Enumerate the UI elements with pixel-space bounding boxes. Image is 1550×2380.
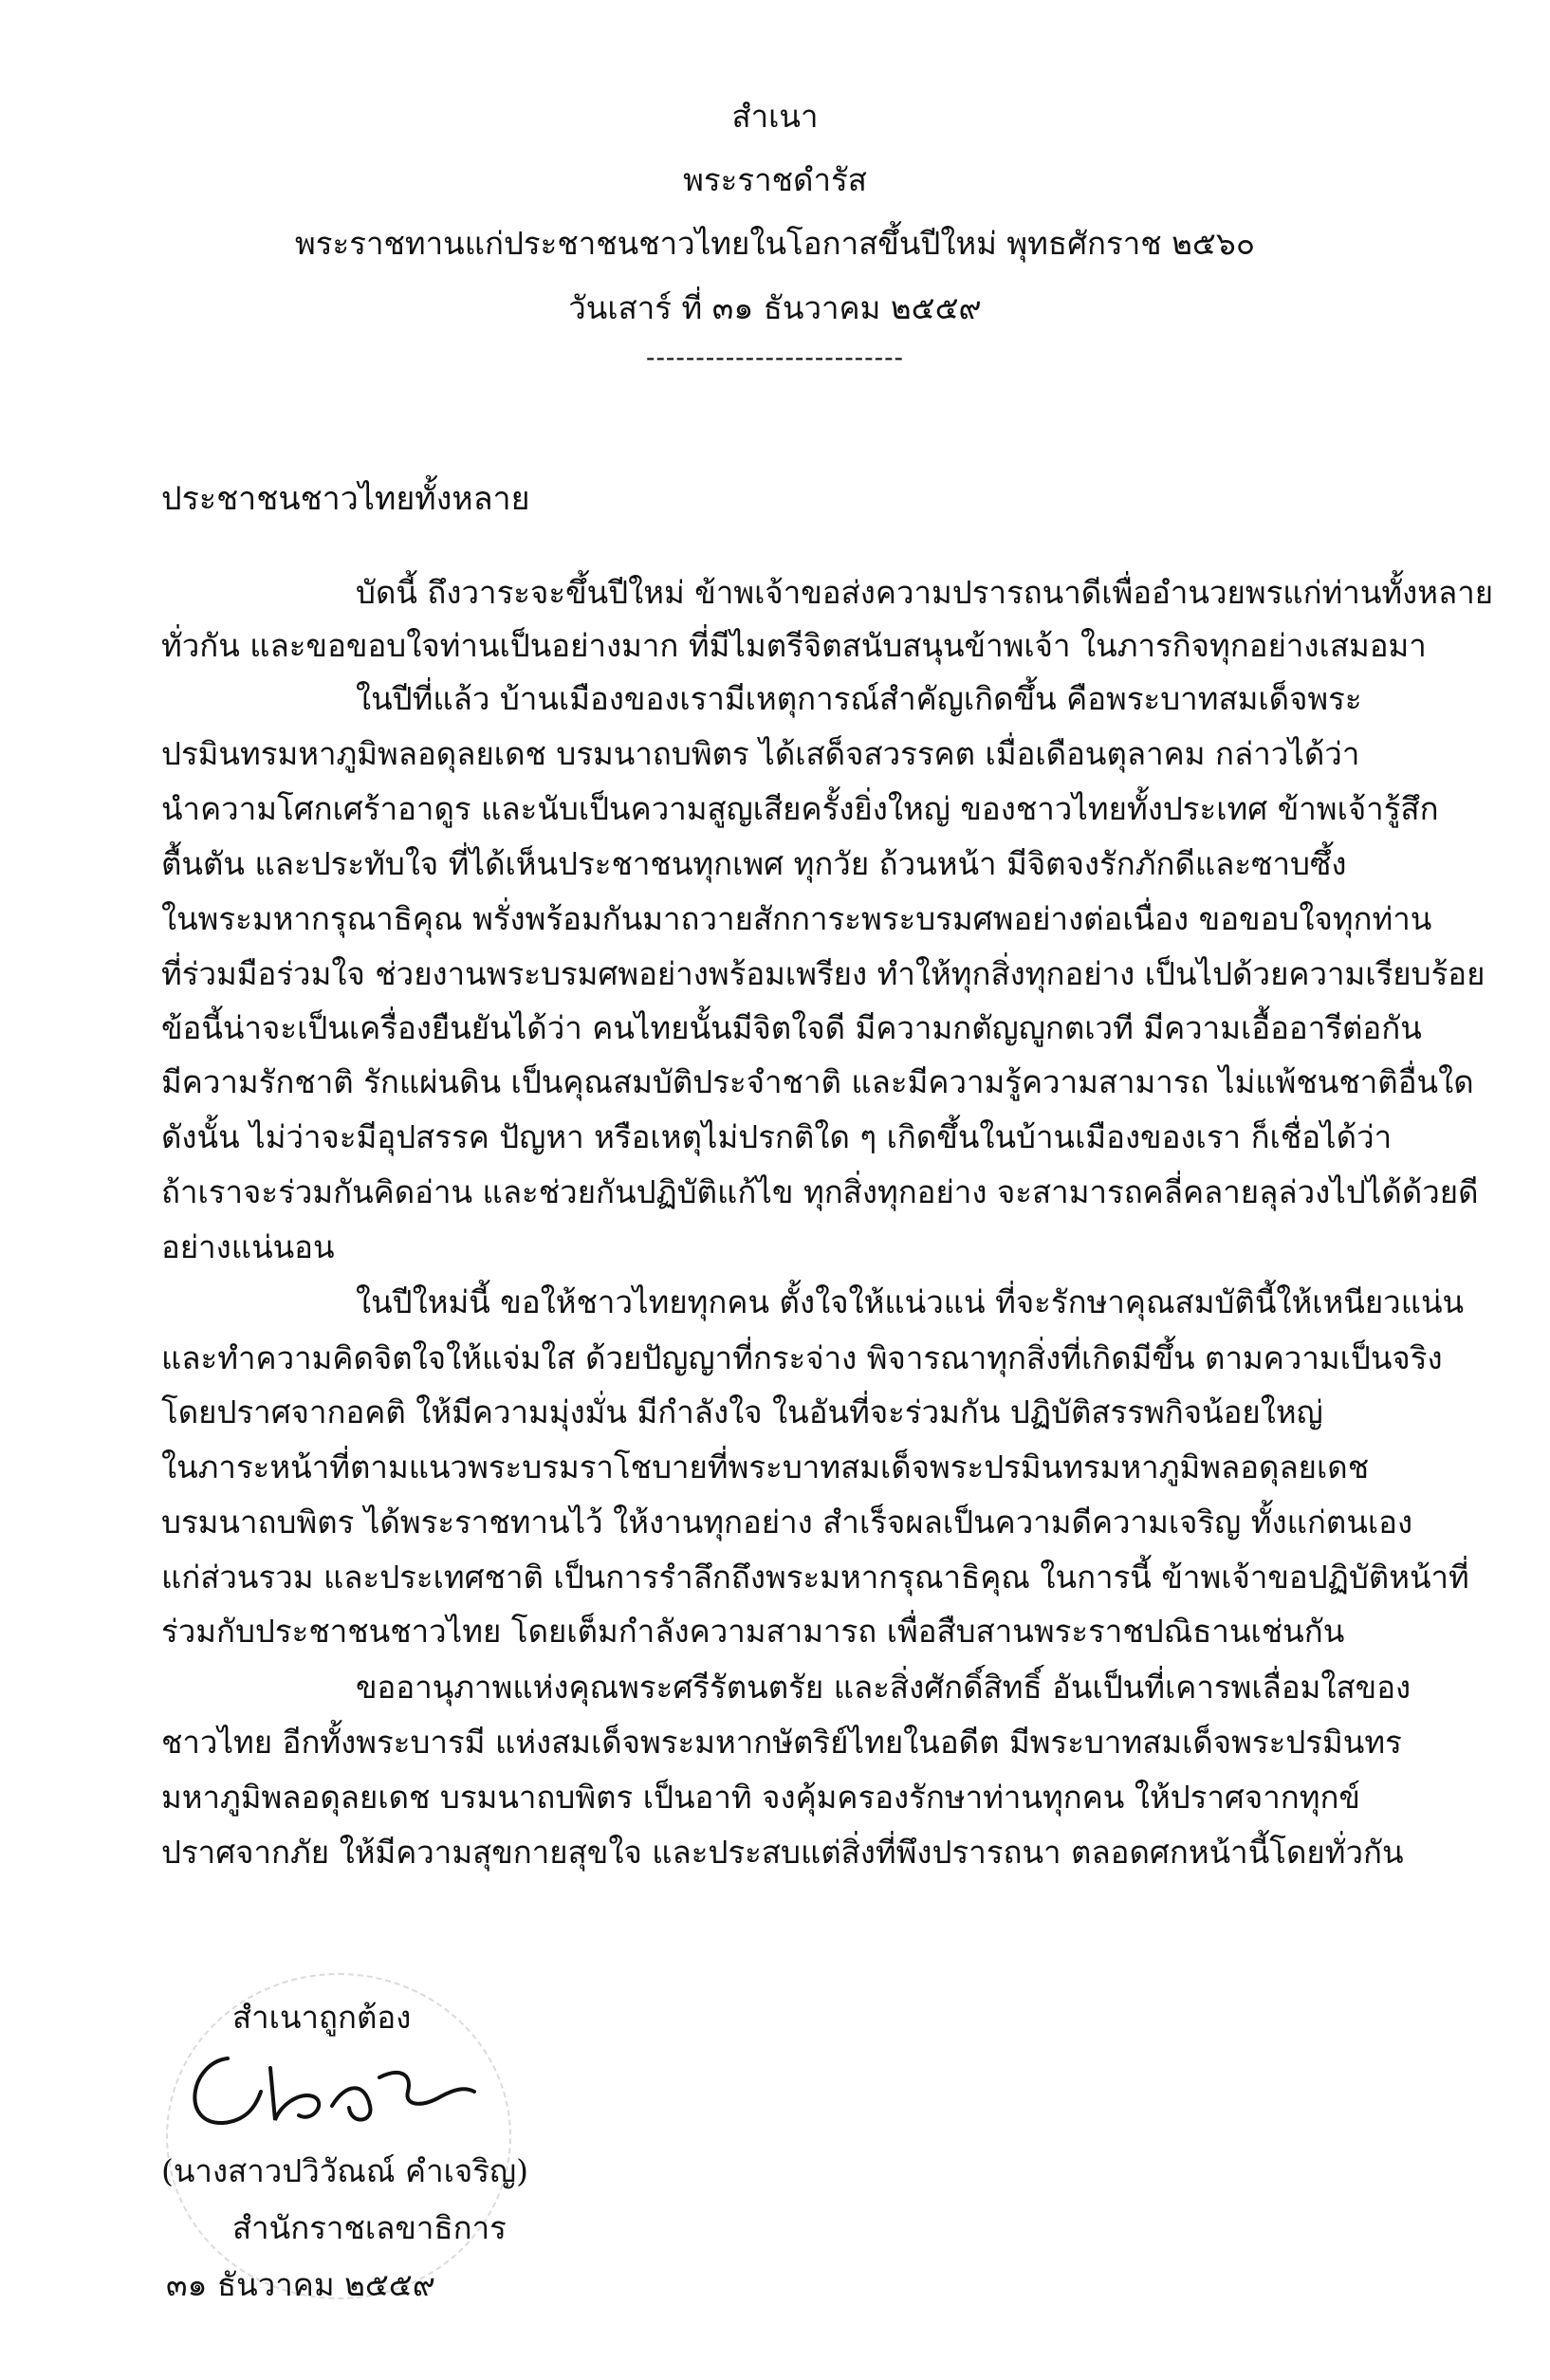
body-line: โดยปราศจากอคติ ให้มีความมุ่งมั่น มีกำลังใจ ในอันที่จะร่วมกัน ปฏิบัติสรรพกิจน้อยใหญ่: [161, 1393, 1323, 1430]
body-line: อย่างแน่นอน: [161, 1228, 335, 1265]
body-line: ทั่วกัน และขอขอบใจท่านเป็นอย่างมาก ที่มีไมตรีจิตสนับสนุนข้าพเจ้า ในภารกิจทุกอย่างเสมอมา: [161, 627, 1427, 664]
body-line: บัดนี้ ถึงวาระจะขึ้นปีใหม่ ข้าพเจ้าขอส่งความปรารถนาดีเพื่ออำนวยพรแก่ท่านทั้งหลาย: [356, 574, 1494, 611]
salutation: ประชาชนชาวไทยทั้งหลาย: [161, 480, 530, 518]
header-divider: --------------------------: [646, 341, 904, 373]
certified-copy-label: สำเนาถูกต้อง: [232, 1999, 412, 2036]
signatory-name: (นางสาวปวิวัณณ์ คำเจริญ): [161, 2152, 528, 2189]
body-line: ถ้าเราจะร่วมกันคิดอ่าน และช่วยกันปฏิบัติแก้ไข ทุกสิ่งทุกอย่าง จะสามารถคลี่คลายลุล่วงไปได้ด้วยดี: [161, 1173, 1479, 1210]
document-date: วันเสาร์ ที่ ๓๑ ธันวาคม ๒๕๕๙: [568, 289, 982, 326]
body-line: นำความโศกเศร้าอาดูร และนับเป็นความสูญเสียครั้งยิ่งใหญ่ ของชาวไทยทั้งประเทศ ข้าพเจ้ารู้สึก: [161, 790, 1439, 827]
body-line: ปราศจากภัย ให้มีความสุขกายสุขใจ และประสบแต่สิ่งที่พึงปรารถนา ตลอดศกหน้านี้โดยทั่วกัน: [161, 1834, 1404, 1871]
copy-label: สำเนา: [731, 98, 819, 135]
body-line: มหาภูมิพลอดุลยเดช บรมนาถบพิตร เป็นอาทิ จงคุ้มครองรักษาท่านทุกคน ให้ปราศจากทุกข์: [161, 1779, 1360, 1816]
body-line: ในพระมหากรุณาธิคุณ พรั่งพร้อมกันมาถวายสักการะพระบรมศพอย่างต่อเนื่อง ขอขอบใจทุกท่าน: [161, 900, 1432, 937]
body-line: และทำความคิดจิตใจให้แจ่มใส ด้วยปัญญาที่กระจ่าง พิจารณาทุกสิ่งที่เกิดมีขึ้น ตามความเป็นจริง: [161, 1339, 1443, 1376]
document-subtitle: พระราชทานแก่ประชาชนชาวไทยในโอกาสขึ้นปีใหม่ พุทธศักราช ๒๕๖๐: [295, 225, 1255, 262]
document-title: พระราชดำรัส: [683, 161, 867, 198]
body-line: ข้อนี้น่าจะเป็นเครื่องยืนยันได้ว่า คนไทยนั้นมีจิตใจดี มีความกตัญญูกตเวที มีความเอื้ออารีต่อกัน: [161, 1009, 1422, 1046]
handwritten-signature: [171, 2039, 484, 2144]
body-line: ในปีใหม่นี้ ขอให้ชาวไทยทุกคน ตั้งใจให้แน่วแน่ ที่จะรักษาคุณสมบัตินี้ให้เหนียวแน่น: [356, 1283, 1465, 1320]
body-line: ในภาระหน้าที่ตามแนวพระบรมราโชบายที่พระบาทสมเด็จพระปรมินทรมหาภูมิพลอดุลยเดช: [161, 1448, 1370, 1485]
signature-date: ๓๑ ธันวาคม ๒๕๕๙: [166, 2266, 435, 2303]
body-line: ร่วมกับประชาชนชาวไทย โดยเต็มกำลังความสามารถ เพื่อสืบสานพระราชปณิธานเช่นกัน: [161, 1613, 1345, 1650]
body-line: ที่ร่วมมือร่วมใจ ช่วยงานพระบรมศพอย่างพร้อมเพรียง ทำให้ทุกสิ่งทุกอย่าง เป็นไปด้วยความเรียบร้อย: [161, 955, 1485, 992]
body-line: ขออานุภาพแห่งคุณพระศรีรัตนตรัย และสิ่งศักดิ์สิทธิ์ อันเป็นที่เคารพเลื่อมใสของ: [356, 1669, 1412, 1706]
body-line: ดังนั้น ไม่ว่าจะมีอุปสรรค ปัญหา หรือเหตุไม่ปรกติใด ๆ เกิดขึ้นในบ้านเมืองของเรา ก็เชื่อได้ว่า: [161, 1118, 1393, 1155]
body-line: มีความรักชาติ รักแผ่นดิน เป็นคุณสมบัติประจำชาติ และมีความรู้ความสามารถ ไม่แพ้ชนชาติอื่นใด: [161, 1063, 1474, 1100]
body-line: บรมนาถบพิตร ได้พระราชทานไว้ ให้งานทุกอย่าง สำเร็จผลเป็นความดีความเจริญ ทั้งแก่ตนเอง: [161, 1504, 1413, 1541]
body-line: ตื้นตัน และประทับใจ ที่ได้เห็นประชาชนทุกเพศ ทุกวัย ถ้วนหน้า มีจิตจงรักภักดีและซาบซึ้ง: [161, 845, 1347, 882]
body-line: แก่ส่วนรวม และประเทศชาติ เป็นการรำลึกถึงพระมหากรุณาธิคุณ ในการนี้ ข้าพเจ้าขอปฏิบัติหน้าที่: [161, 1559, 1469, 1596]
body-line: ในปีที่แล้ว บ้านเมืองของเรามีเหตุการณ์สำคัญเกิดขึ้น คือพระบาทสมเด็จพระ: [356, 680, 1362, 717]
body-line: ปรมินทรมหาภูมิพลอดุลยเดช บรมนาถบพิตร ได้เสด็จสวรรคต เมื่อเดือนตุลาคม กล่าวได้ว่า: [161, 735, 1360, 772]
body-line: ชาวไทย อีกทั้งพระบารมี แห่งสมเด็จพระมหากษัตริย์ไทยในอดีต มีพระบาทสมเด็จพระปรมินทร: [161, 1724, 1402, 1761]
signatory-office: สำนักราชเลขาธิการ: [232, 2209, 507, 2246]
